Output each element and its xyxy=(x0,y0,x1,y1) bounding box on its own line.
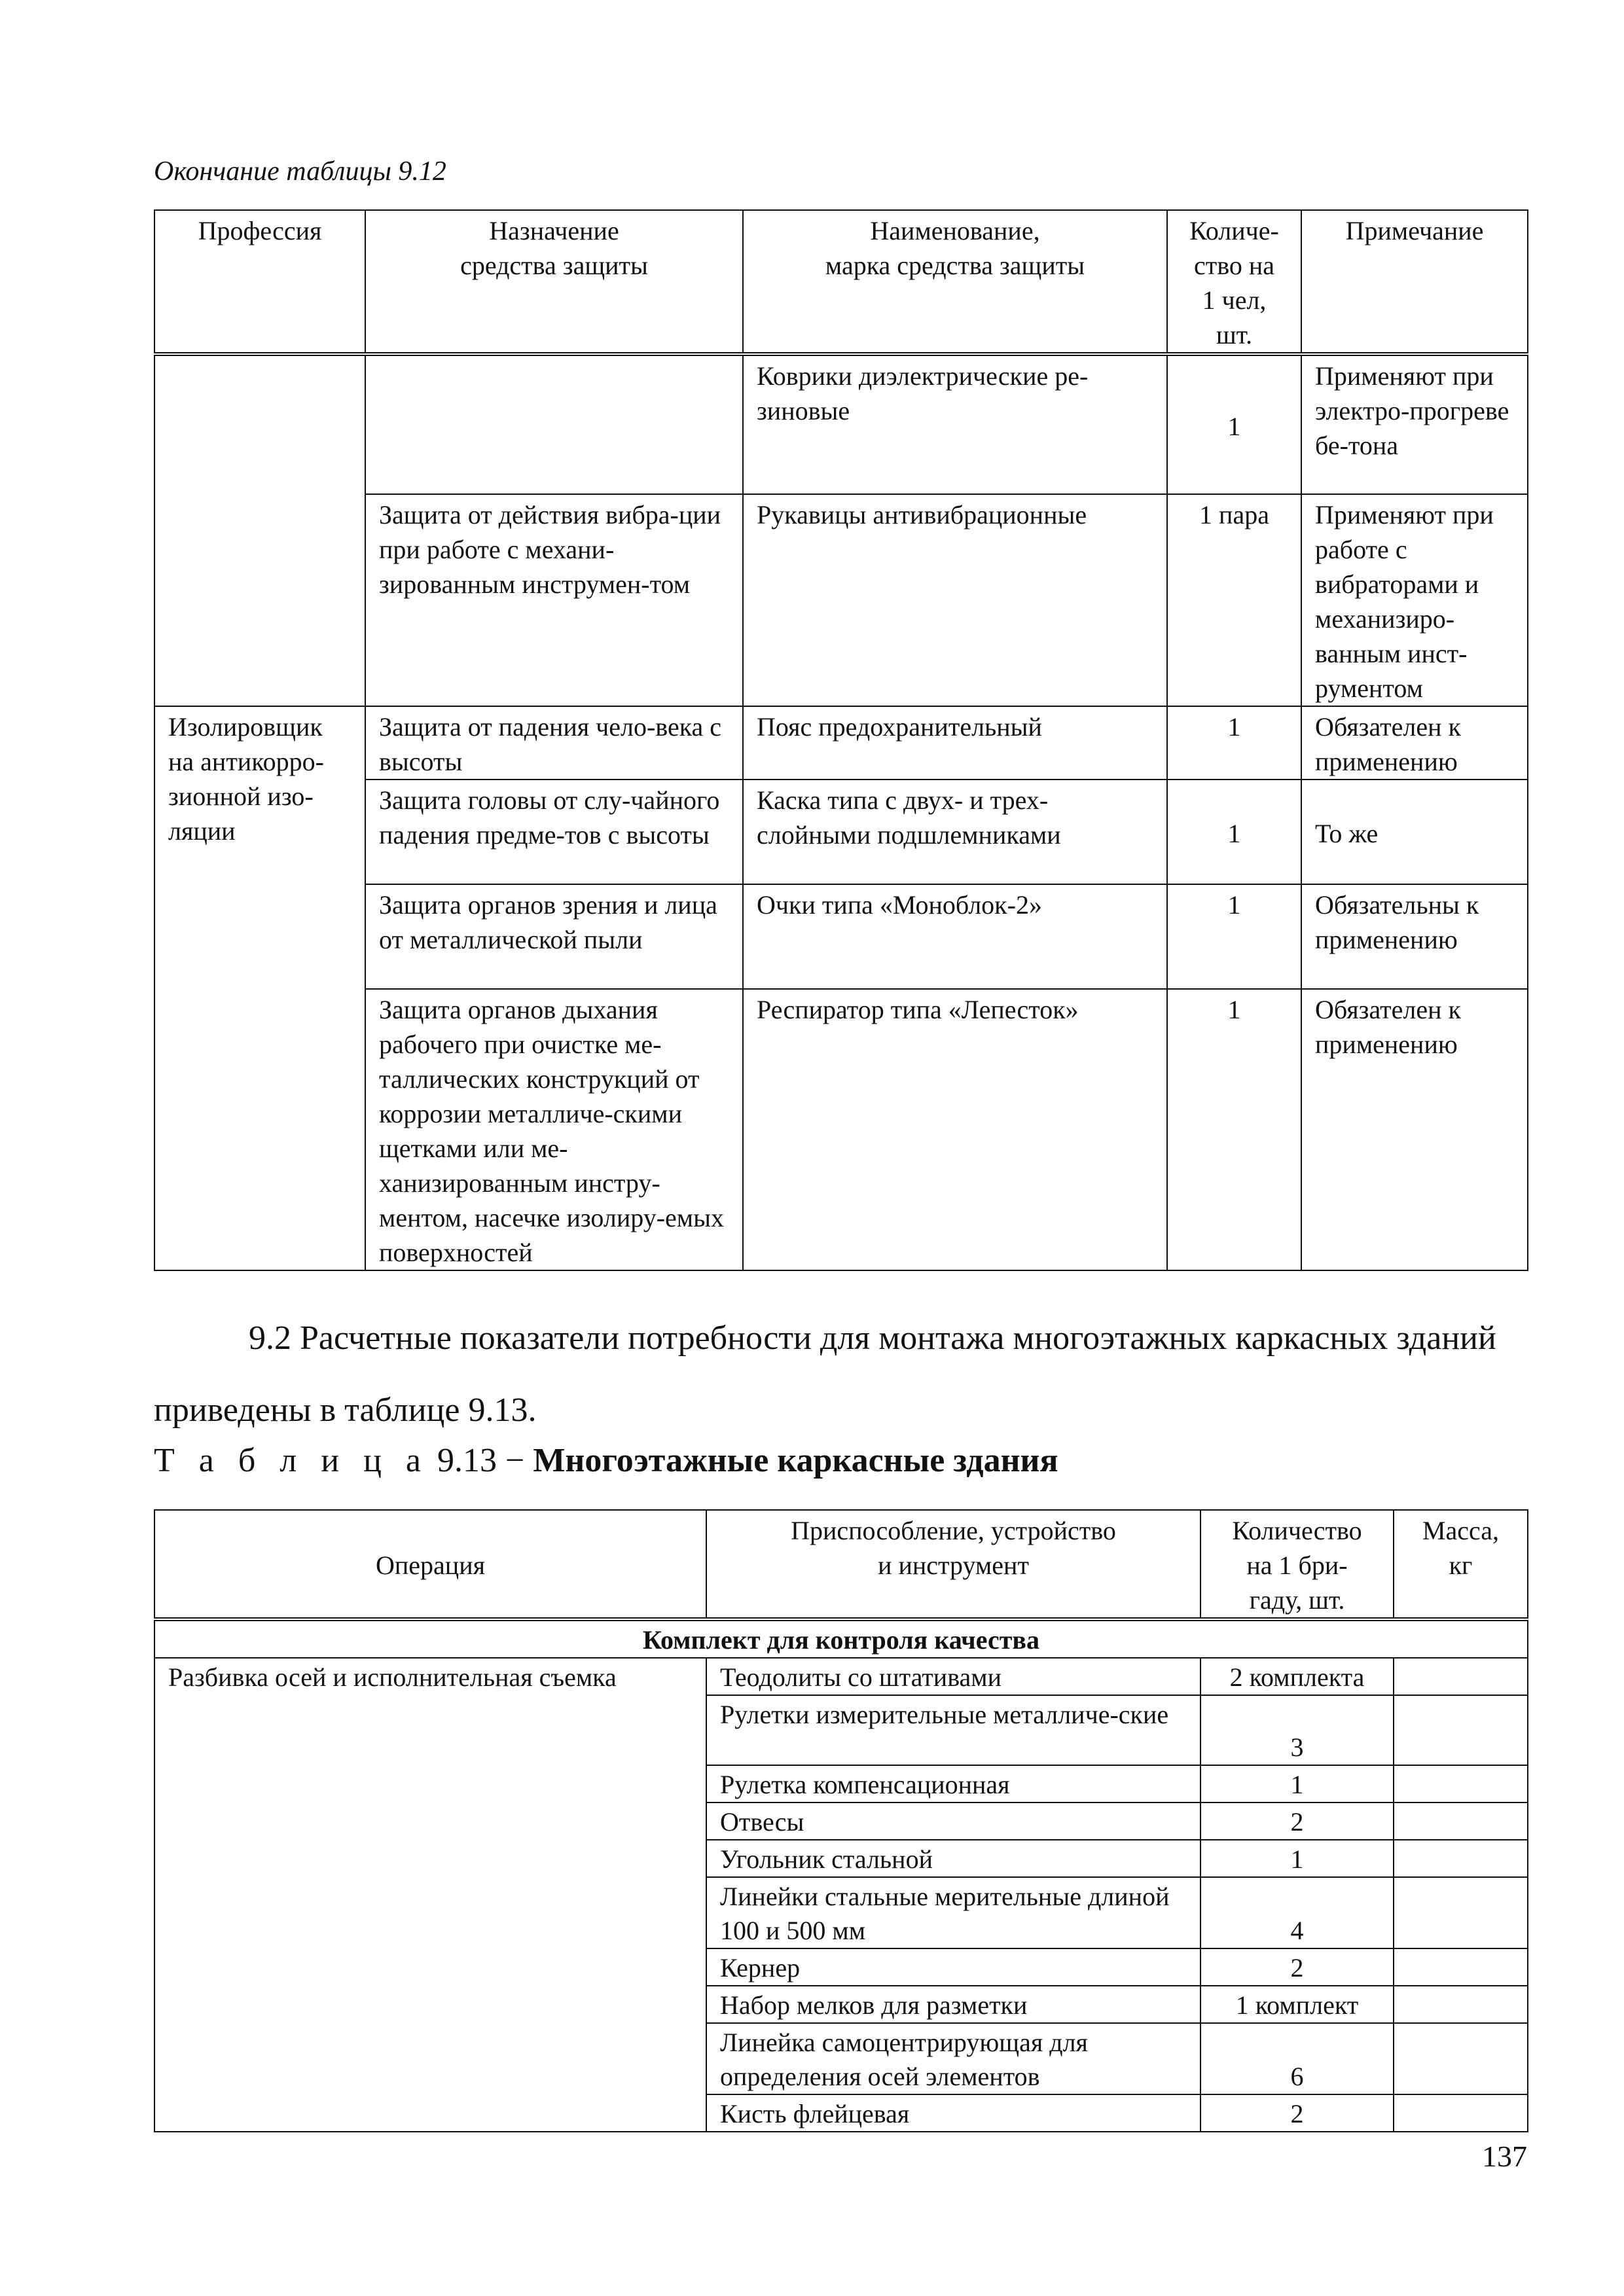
cell-tool: Рулетка компенсационная xyxy=(706,1765,1200,1803)
cell-note: Применяют при работе с вибраторами и механизиро-ванным инст-рументом xyxy=(1301,494,1528,706)
cell-mass xyxy=(1394,1877,1528,1948)
cell-tool: Набор мелков для разметки xyxy=(706,1986,1200,2023)
section-title: Комплект для контроля качества xyxy=(154,1619,1528,1658)
cell-mass xyxy=(1394,1803,1528,1840)
cell-tool: Линейки стальные мерительные длиной 100 и 500 мм xyxy=(706,1877,1200,1948)
section-row xyxy=(154,1619,1528,1658)
cell-note: Обязателен к применению xyxy=(1301,989,1528,1270)
cell-quantity: 1 комплект xyxy=(1200,1986,1394,2023)
cell-quantity: 1 пара xyxy=(1167,494,1301,706)
cell-tool: Кисть флейцевая xyxy=(706,2094,1200,2132)
cell-purpose: Защита от падения чело-века с высоты xyxy=(365,706,743,780)
cell-mass xyxy=(1394,1765,1528,1803)
cell-quantity: 2 xyxy=(1200,2094,1394,2132)
header-note: Примечание xyxy=(1301,210,1528,354)
cell-note: То же xyxy=(1301,780,1528,884)
cell-mass xyxy=(1394,1948,1528,1986)
cell-tool: Кернер xyxy=(706,1948,1200,1986)
header-purpose: Назначение средства защиты xyxy=(365,210,743,354)
cell-tool: Отвесы xyxy=(706,1803,1200,1840)
cell-mass xyxy=(1394,2094,1528,2132)
cell-quantity: 1 xyxy=(1200,1765,1394,1803)
header-name: Наименование, марка средства защиты xyxy=(743,210,1167,354)
table-row xyxy=(154,354,1528,494)
cell-profession: Изолировщик на антикорро-зионной изо-ляции xyxy=(154,706,365,1270)
cell-operation: Разбивка осей и исполнительная съемка xyxy=(154,1658,706,2132)
cell-mass xyxy=(1394,1695,1528,1765)
cell-tool: Угольник стальной xyxy=(706,1840,1200,1877)
table-caption xyxy=(154,1441,1058,1480)
cell-quantity: 1 xyxy=(1167,780,1301,884)
cell-mass xyxy=(1394,2023,1528,2094)
cell-quantity: 2 комплекта xyxy=(1200,1658,1394,1695)
header-operation: Операция xyxy=(154,1510,706,1619)
cell-tool: Линейка самоцентрирующая для определения осей элементов xyxy=(706,2023,1200,2094)
table-caption-title: Многоэтажные каркасные здания xyxy=(533,1442,1058,1479)
cell-quantity: 6 xyxy=(1200,2023,1394,2094)
table-header-row xyxy=(154,210,1528,354)
cell-quantity: 1 xyxy=(1167,706,1301,780)
ppe-table xyxy=(154,209,1528,1271)
cell-quantity: 2 xyxy=(1200,1948,1394,1986)
cell-mass xyxy=(1394,1840,1528,1877)
cell-name: Очки типа «Моноблок-2» xyxy=(743,884,1167,989)
table-row xyxy=(154,706,1528,780)
cell-name: Коврики диэлектрические ре-зиновые xyxy=(743,354,1167,494)
cell-quantity: 1 xyxy=(1167,354,1301,494)
cell-quantity: 1 xyxy=(1167,884,1301,989)
table-caption-prefix: Т а б л и ц а xyxy=(154,1442,429,1479)
cell-tool: Рулетки измерительные металличе-ские xyxy=(706,1695,1200,1765)
header-tool: Приспособление, устройство и инструмент xyxy=(706,1510,1200,1619)
cell-name: Пояс предохранительный xyxy=(743,706,1167,780)
cell-tool: Теодолиты со штативами xyxy=(706,1658,1200,1695)
cell-name: Рукавицы антивибрационные xyxy=(743,494,1167,706)
cell-purpose: Защита от действия вибра-ции при работе с механи-зированным инструмен-том xyxy=(365,494,743,706)
cell-note: Применяют при электро-прогреве бе-тона xyxy=(1301,354,1528,494)
cell-name: Каска типа с двух- и трех-слойными подшлемниками xyxy=(743,780,1167,884)
table-header-row xyxy=(154,1510,1528,1619)
header-quantity: Количе- ство на 1 чел, шт. xyxy=(1167,210,1301,354)
cell-name: Респиратор типа «Лепесток» xyxy=(743,989,1167,1270)
page-number: 137 xyxy=(1482,2140,1527,2173)
body-paragraph: 9.2 Расчетные показатели потребности для монтажа многоэтажных каркасных зданий приведены в таблице 9.13. xyxy=(154,1319,1496,1429)
cell-purpose xyxy=(365,354,743,494)
equipment-table xyxy=(154,1509,1528,2132)
table-row xyxy=(154,1658,1528,1695)
cell-quantity: 1 xyxy=(1167,989,1301,1270)
header-mass: Масса, кг xyxy=(1394,1510,1528,1619)
table-caption-number: 9.13 − xyxy=(437,1442,525,1479)
header-profession: Профессия xyxy=(154,210,365,354)
table-continuation-caption: Окончание таблицы 9.12 xyxy=(154,156,446,187)
header-quantity: Количество на 1 бри- гаду, шт. xyxy=(1200,1510,1394,1619)
cell-profession xyxy=(154,354,365,706)
cell-quantity: 2 xyxy=(1200,1803,1394,1840)
cell-quantity: 3 xyxy=(1200,1695,1394,1765)
cell-note: Обязательны к применению xyxy=(1301,884,1528,989)
cell-quantity: 1 xyxy=(1200,1840,1394,1877)
cell-purpose: Защита органов зрения и лица от металлической пыли xyxy=(365,884,743,989)
cell-quantity: 4 xyxy=(1200,1877,1394,1948)
cell-purpose: Защита головы от слу-чайного падения предме-тов с высоты xyxy=(365,780,743,884)
cell-mass xyxy=(1394,1986,1528,2023)
cell-note: Обязателен к применению xyxy=(1301,706,1528,780)
cell-mass xyxy=(1394,1658,1528,1695)
cell-purpose: Защита органов дыхания рабочего при очистке ме-таллических конструкций от коррозии металличе-скими щетками или ме-ханизированным инстру-ментом, насечке изолиру-емых поверхностей xyxy=(365,989,743,1270)
